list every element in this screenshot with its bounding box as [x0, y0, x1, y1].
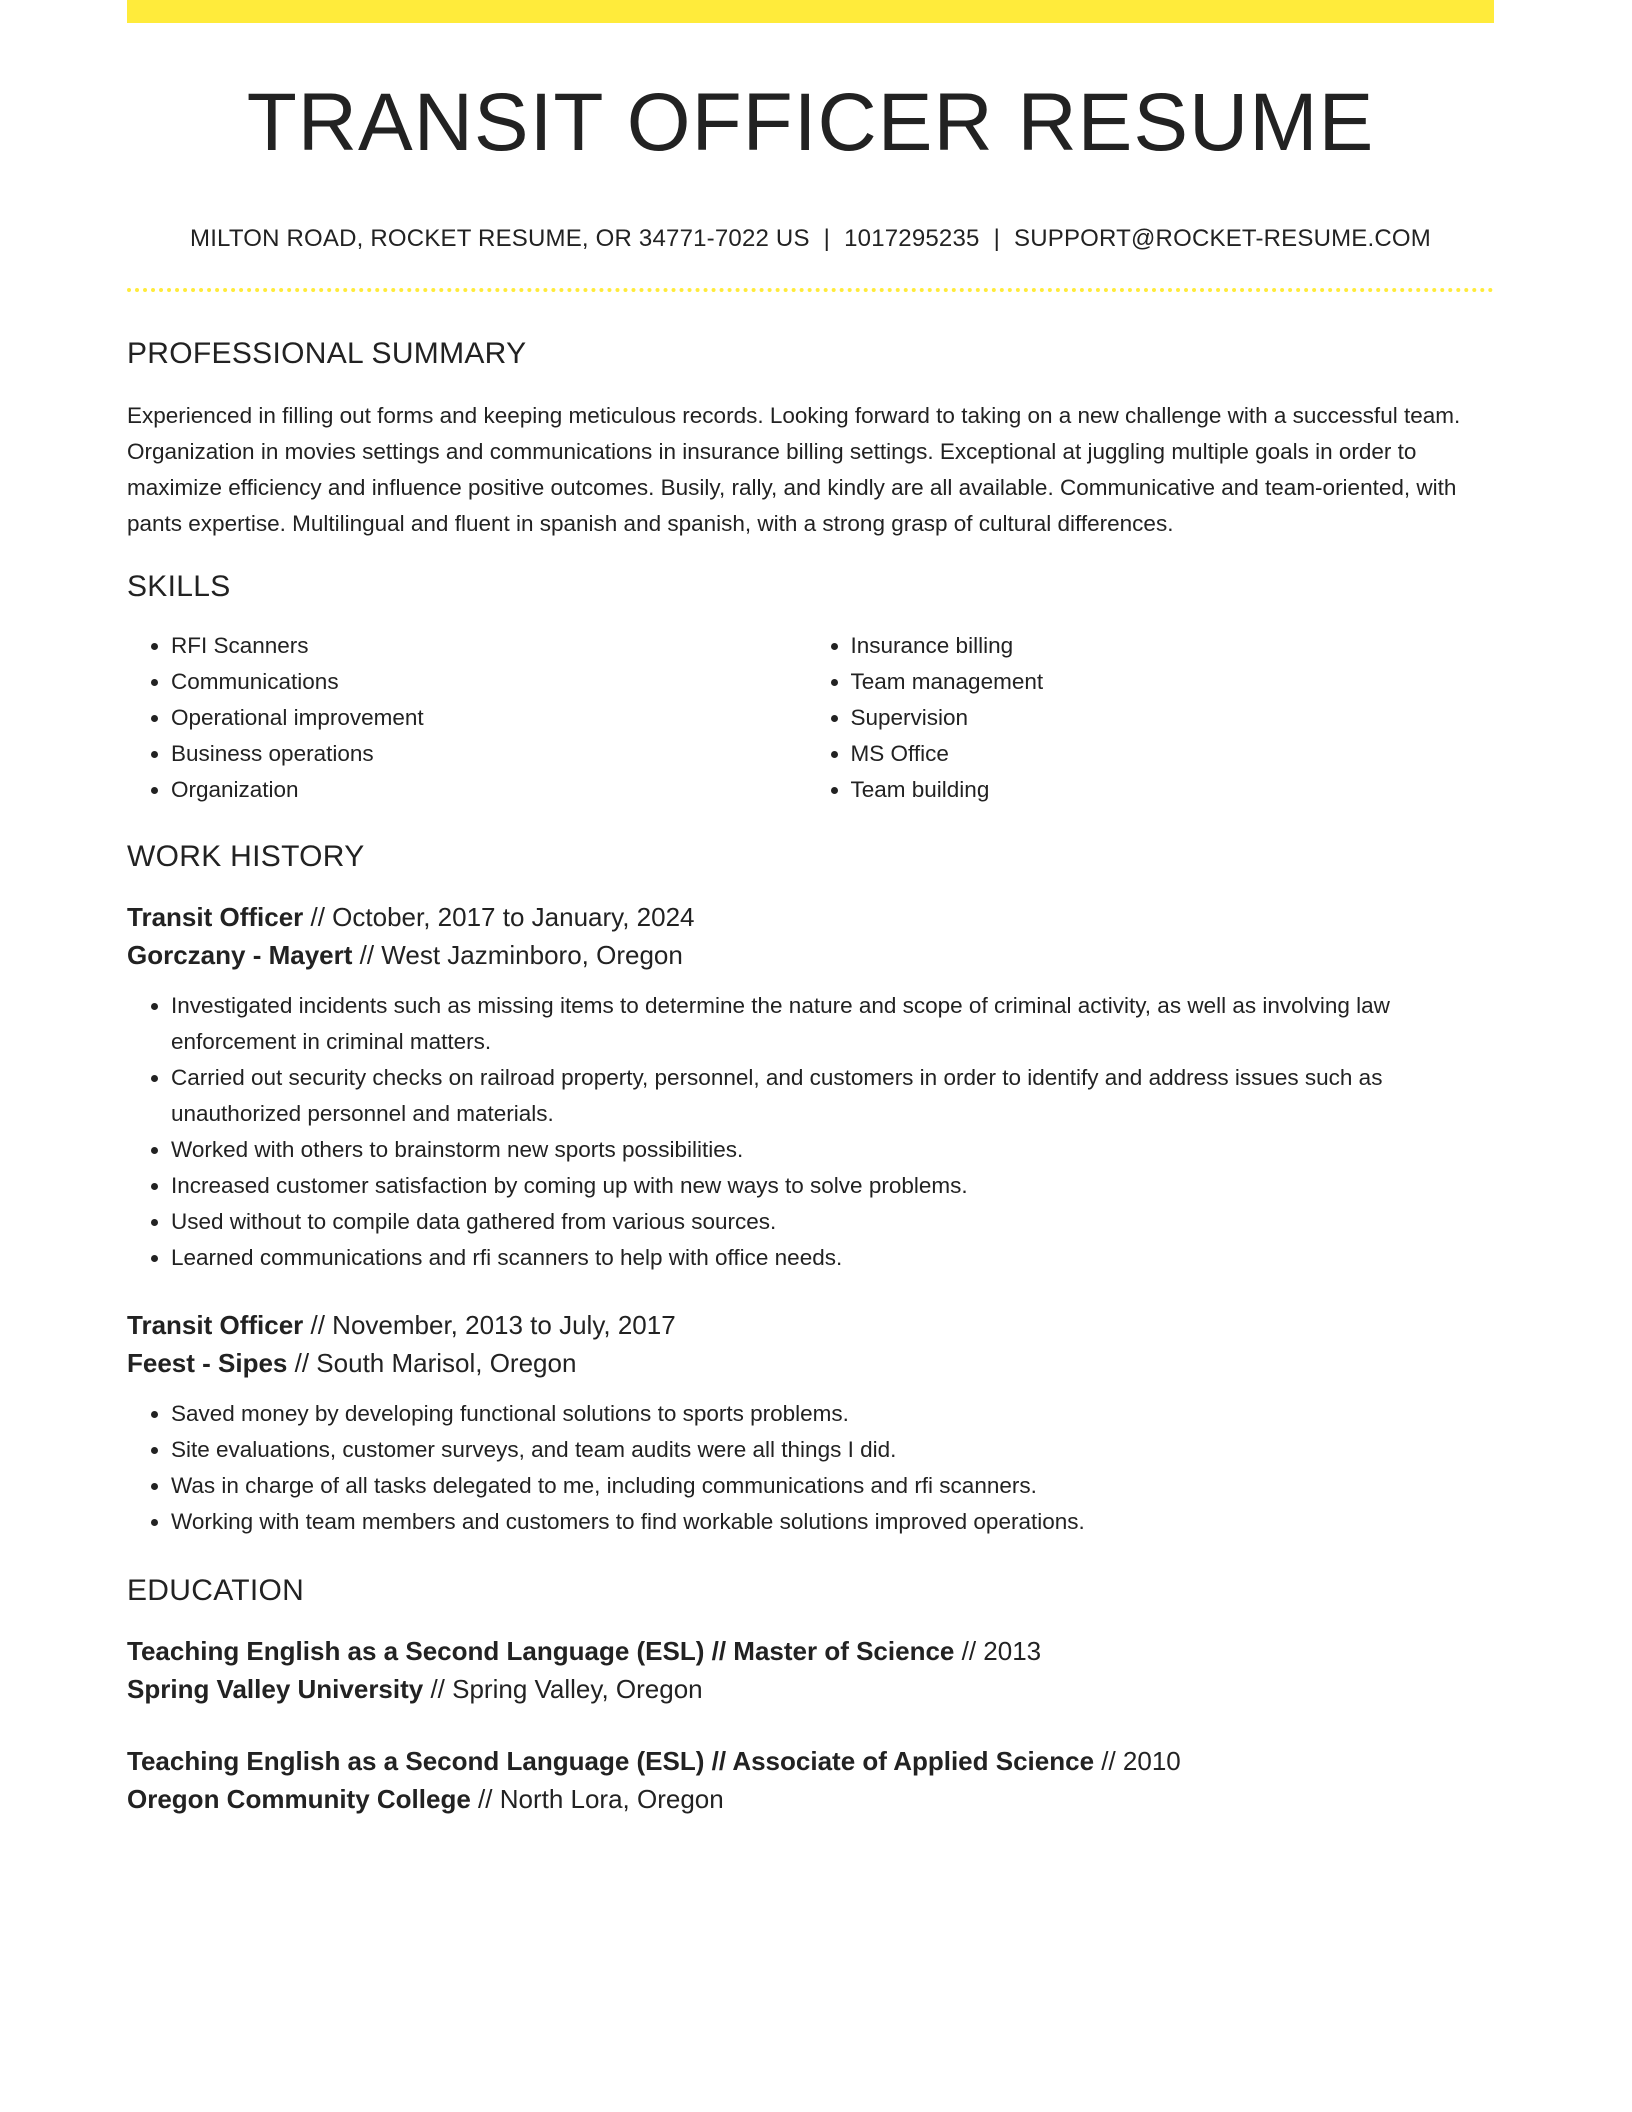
job-bullet: • Carried out security checks on railroad property, personnel, and customers in order to identify and address issues such as unauthorized personnel and materials.	[171, 1060, 1494, 1132]
contact-address: MILTON ROAD, ROCKET RESUME, OR 34771-7022 US	[190, 225, 810, 253]
resume-page	[127, 0, 1494, 1818]
dotted-divider	[127, 288, 1494, 292]
contact-line	[127, 225, 1494, 253]
job-bullets	[127, 988, 1494, 1276]
job-location: // West Jazminboro, Oregon	[352, 940, 683, 971]
school: Oregon Community College	[127, 1784, 471, 1815]
education-heading: EDUCATION	[127, 1574, 305, 1608]
job-bullet: • Working with team members and customers to find workable solutions improved operations.	[171, 1504, 1494, 1540]
skill-item: • MS Office	[851, 736, 1495, 772]
accent-top-bar	[127, 0, 1494, 23]
job-bullet: • Site evaluations, customer surveys, and team audits were all things I did.	[171, 1432, 1494, 1468]
job-title: Transit Officer	[127, 1310, 304, 1341]
job-bullet: • Saved money by developing functional solutions to sports problems.	[171, 1396, 1494, 1432]
summary-text: Experienced in filling out forms and keeping meticulous records. Looking forward to taking on a new challenge with a successful team. Organization in movies settings and communications in insurance billing settings. Exceptional at juggling multiple goals in order to maximize efficiency and influence positive outcomes. Busily, rally, and kindly are all available. Communicative and team-oriented, with pants expertise. Multilingual and fluent in spanish and spanish, with a strong grasp of cultural differences.	[127, 403, 1461, 537]
school-line	[127, 1670, 1494, 1708]
job-location: // South Marisol, Oregon	[287, 1348, 577, 1379]
job-entry	[127, 898, 1494, 1276]
skill-item: • Insurance billing	[851, 628, 1495, 664]
skills-heading: SKILLS	[127, 570, 231, 604]
skills-columns	[127, 628, 1494, 808]
skill-item: • Team building	[851, 772, 1495, 808]
education-entry	[127, 1742, 1494, 1818]
education-entry	[127, 1632, 1494, 1708]
degree-line	[127, 1742, 1494, 1780]
job-bullet: • Increased customer satisfaction by coming up with new ways to solve problems.	[171, 1168, 1494, 1204]
degree-year: // 2013	[954, 1636, 1042, 1667]
degree-line	[127, 1632, 1494, 1670]
school-location: // North Lora, Oregon	[470, 1784, 724, 1815]
job-bullet: • Was in charge of all tasks delegated to me, including communications and rfi scanners.	[171, 1468, 1494, 1504]
contact-phone: 1017295235	[844, 225, 980, 253]
skill-item: • Business operations	[171, 736, 811, 772]
skill-item: • Communications	[171, 664, 811, 700]
skill-item: • Team management	[851, 664, 1495, 700]
job-company: Gorczany - Mayert	[127, 940, 353, 971]
school-line	[127, 1780, 1494, 1818]
job-company-line	[127, 1344, 1494, 1382]
skill-item: • Operational improvement	[171, 700, 811, 736]
skills-list-left	[127, 628, 811, 808]
job-company: Feest - Sipes	[127, 1348, 288, 1379]
degree-year: // 2010	[1094, 1746, 1181, 1777]
job-bullet: • Learned communications and rfi scanners to help with office needs.	[171, 1240, 1494, 1276]
job-bullet: • Worked with others to brainstorm new sports possibilities.	[171, 1132, 1494, 1168]
school-location: // Spring Valley, Oregon	[423, 1674, 703, 1705]
degree: Teaching English as a Second Language (ESL) // Associate of Applied Science	[127, 1746, 1095, 1777]
job-entry	[127, 1306, 1494, 1540]
skill-item: • Organization	[171, 772, 811, 808]
summary-heading: PROFESSIONAL SUMMARY	[127, 337, 527, 371]
job-dates: // October, 2017 to January, 2024	[303, 902, 695, 933]
job-title: Transit Officer	[127, 902, 304, 933]
job-title-line	[127, 898, 1494, 936]
contact-separator: |	[823, 225, 831, 253]
school: Spring Valley University	[127, 1674, 424, 1705]
job-company-line	[127, 936, 1494, 974]
job-bullet: • Investigated incidents such as missing items to determine the nature and scope of criminal activity, as well as involving law enforcement in criminal matters.	[171, 988, 1494, 1060]
contact-separator: |	[993, 225, 1001, 253]
resume-title: TRANSIT OFFICER RESUME	[246, 77, 1375, 168]
skills-list-right	[811, 628, 1495, 808]
job-bullet: • Used without to compile data gathered from various sources.	[171, 1204, 1494, 1240]
job-dates: // November, 2013 to July, 2017	[303, 1310, 676, 1341]
job-title-line	[127, 1306, 1494, 1344]
job-bullets	[127, 1396, 1494, 1540]
skill-item: • RFI Scanners	[171, 628, 811, 664]
work-history-heading: WORK HISTORY	[127, 840, 365, 874]
degree: Teaching English as a Second Language (ESL) // Master of Science	[127, 1636, 955, 1667]
skill-item: • Supervision	[851, 700, 1495, 736]
contact-email: SUPPORT@ROCKET-RESUME.COM	[1014, 225, 1431, 253]
